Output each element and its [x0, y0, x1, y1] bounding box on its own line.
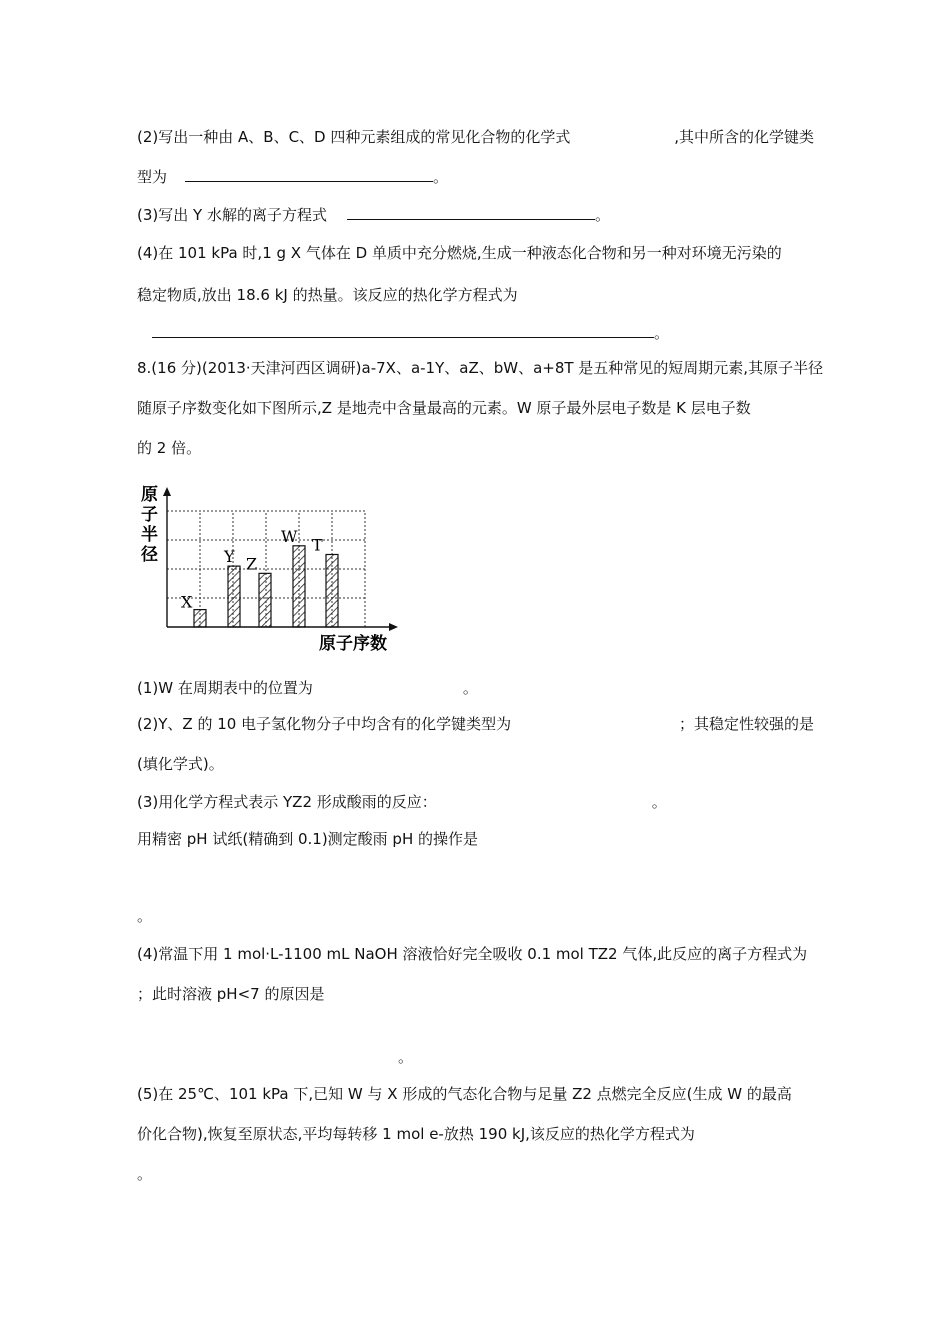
q8-sub3-text-c: 。 — [137, 907, 153, 925]
q7-part4-text-b: 稳定物质,放出 18.6 kJ 的热量。该反应的热化学方程式为 — [137, 286, 518, 304]
bar-z — [259, 573, 271, 627]
q8-sub2-line1 — [137, 714, 814, 734]
q7-part2-text-b: ,其中所含的化学键类 — [674, 128, 814, 146]
q8-sub4-text-a: (4)常温下用 1 mol·L-1100 mL NaOH 溶液恰好完全吸收 0.1 mol TZ2 气体,此反应的离子方程式为 — [137, 945, 808, 963]
q8-intro-line2 — [137, 398, 751, 418]
q7-part2-text-c: 型为 — [137, 168, 168, 186]
chart-bars — [181, 527, 338, 627]
q8-sub1-line — [137, 678, 478, 698]
q8-sub3-text-b: 用精密 pH 试纸(精确到 0.1)测定酸雨 pH 的操作是 — [137, 830, 479, 848]
q7-part4-line1 — [137, 243, 782, 263]
q8-sub1-text: (1)W 在周期表中的位置为 — [137, 679, 313, 697]
q8-sub5-line2 — [137, 1124, 695, 1144]
q8-sub2-text-c: (填化学式)。 — [137, 755, 224, 773]
q7-part3-line — [137, 205, 610, 225]
atomic-radius-chart — [137, 482, 417, 657]
q8-sub4-text-b: ；此时溶液 pH<7 的原因是 — [137, 985, 325, 1003]
bar-w — [293, 546, 305, 627]
q7-part2-line1 — [137, 127, 814, 147]
bar-label-y: Y — [224, 547, 235, 567]
q8-sub4-line1 — [137, 944, 807, 964]
q8-sub3-line2 — [137, 829, 478, 849]
q7-part4-line3 — [152, 323, 669, 343]
bar-label-z: Z — [246, 554, 258, 574]
q7-part4-end: 。 — [654, 324, 670, 342]
q8-sub4-line3 — [398, 1047, 413, 1067]
q7-part3-end: 。 — [594, 206, 610, 224]
bar-label-x: X — [181, 592, 193, 612]
q8-intro-line3 — [137, 438, 201, 458]
q8-sub5-text-a: (5)在 25℃、101 kPa 下,已知 W 与 X 形成的气态化合物与足量 Z2 点燃完全反应(生成 W 的最高 — [137, 1085, 792, 1103]
q8-sub3-line1 — [137, 792, 667, 812]
bar-t — [326, 555, 338, 628]
q8-sub5-text-b: 价化合物),恢复至原状态,平均每转移 1 mol e-放热 190 kJ,该反应的热化学方程式为 — [137, 1125, 695, 1143]
q8-sub5-text-c: 。 — [137, 1165, 153, 1183]
x-axis-arrow — [389, 623, 398, 631]
q8-sub4-text-c: 。 — [398, 1048, 414, 1066]
q8-sub3-line3 — [137, 906, 152, 926]
bar-x — [194, 610, 206, 627]
q8-sub5-line3 — [137, 1164, 152, 1184]
bar-label-w: W — [281, 526, 298, 546]
q8-sub5-line1 — [137, 1084, 792, 1104]
answer-blank[interactable] — [347, 205, 595, 220]
q8-intro-text-2: 随原子序数变化如下图所示,Z 是地壳中含量最高的元素。W 原子最外层电子数是 K 层电子数 — [137, 399, 751, 417]
bar-y — [228, 566, 240, 627]
q8-sub2-line2 — [137, 754, 224, 774]
y-axis-arrow — [163, 487, 171, 496]
answer-blank[interactable] — [152, 323, 654, 338]
bar-label-t: T — [312, 535, 323, 555]
q8-sub3-end: 。 — [651, 793, 667, 811]
q7-part2-line2 — [137, 167, 448, 187]
q7-part4-text-a: (4)在 101 kPa 时,1 g X 气体在 D 单质中充分燃烧,生成一种液态化合物和另一种对环境无污染的 — [137, 244, 782, 262]
q8-sub2-text-a: (2)Y、Z 的 10 电子氢化物分子中均含有的化学键类型为 — [137, 715, 512, 733]
q8-sub3-text-a: (3)用化学方程式表示 YZ2 形成酸雨的反应： — [137, 793, 437, 811]
q8-intro-text-1: 8.(16 分)(2013·天津河西区调研)a-7X、a-1Y、aZ、bW、a+8T 是五种常见的短周期元素,其原子半径 — [137, 359, 824, 377]
q8-sub2-text-b: ；其稳定性较强的是 — [678, 715, 814, 733]
q7-part2-end: 。 — [433, 168, 449, 186]
y-axis-label: 原子半径 — [141, 485, 158, 565]
x-axis-label: 原子序数 — [319, 634, 387, 654]
q8-intro-line1 — [137, 358, 823, 378]
q8-sub4-line2 — [137, 984, 324, 1004]
q8-intro-text-3: 的 2 倍。 — [137, 439, 202, 457]
q7-part3-text: (3)写出 Y 水解的离子方程式 — [137, 206, 327, 224]
q7-part2-text-a: (2)写出一种由 A、B、C、D 四种元素组成的常见化合物的化学式 — [137, 128, 571, 146]
q7-part4-line2 — [137, 285, 518, 305]
q8-sub1-end: 。 — [462, 679, 478, 697]
answer-blank[interactable] — [185, 167, 433, 182]
